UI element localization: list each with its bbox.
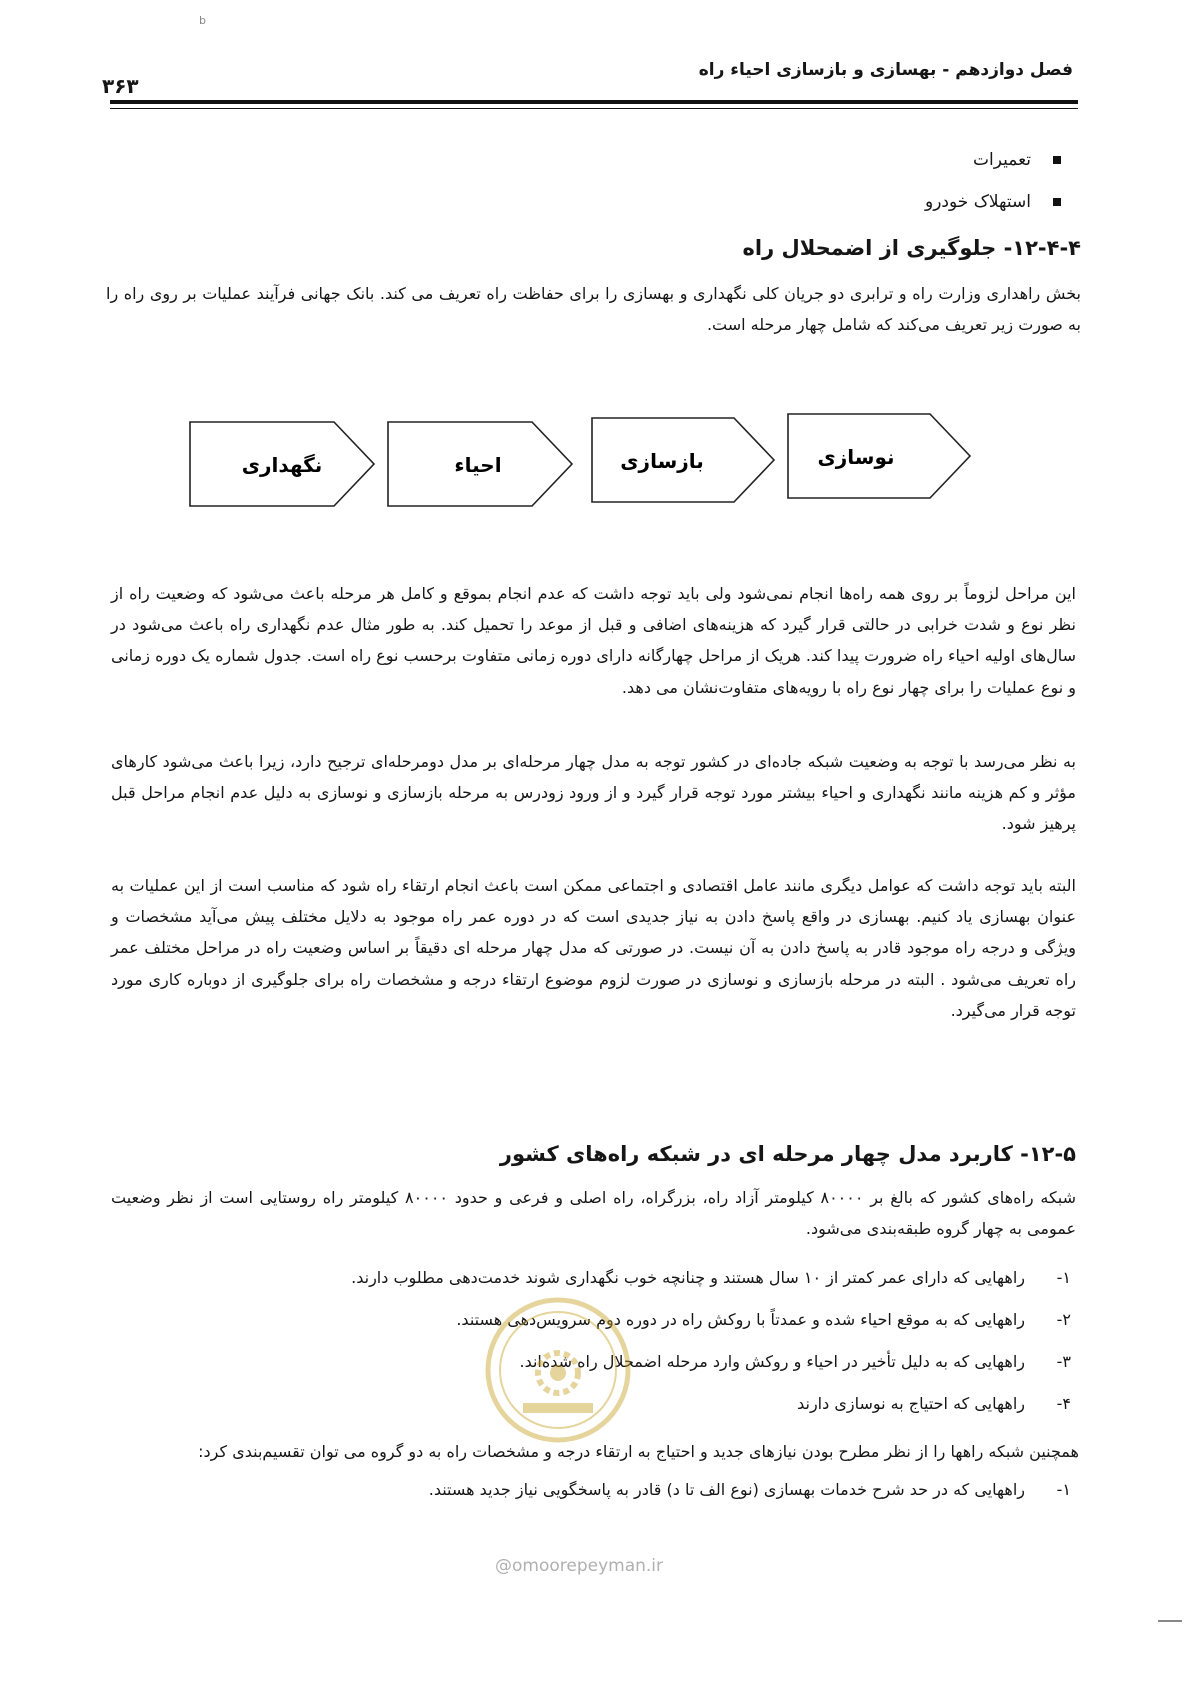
item-number: ۲- — [1056, 1310, 1071, 1329]
section-heading: ۱۲-۴-۴- جلوگیری از اضمحلال راه — [742, 236, 1081, 260]
item-number: ۱- — [1056, 1480, 1071, 1499]
corner-mark — [1158, 1620, 1182, 1622]
item-number: ۳- — [1056, 1352, 1071, 1371]
page-number: ۳۶۳ — [102, 74, 139, 98]
paragraph: بخش راهداری وزارت راه و ترابری دو جریان کلی نگهداری و بهسازی را برای حفاظت راه تعریف می کند. بانک جهانی فرآیند عملیات بر روی راه را به صورت زیر تعریف می‌کند که شامل چهار مرحله است. — [106, 284, 1081, 335]
numbered-item — [797, 1394, 1071, 1413]
item-text: راههایی که به دلیل تأخیر در احیاء و روکش وارد مرحله اضمحلال راه شده‌اند. — [519, 1352, 1025, 1371]
section-heading: ۱۲-۵- کاربرد مدل چهار مرحله ای در شبکه راه‌های کشور — [499, 1142, 1076, 1166]
scan-mark: b — [199, 14, 206, 27]
bullet-text: تعمیرات — [973, 150, 1031, 170]
item-number: ۴- — [1056, 1394, 1071, 1413]
chapter-title: فصل دوازدهم - بهسازی و بازسازی احیاء راه — [698, 60, 1073, 80]
four-stage-diagram — [188, 412, 1068, 552]
stage-box-renovation — [788, 414, 970, 498]
paragraph: البته باید توجه داشت که عوامل دیگری مانند عامل اقتصادی و اجتماعی ممکن است باعث انجام ارتقاء راه شود که مناسب است از این عملیات به عنوان بهسازی یاد کنیم. بهسازی در واقع پاسخ دادن به نیاز جدیدی است که در دوره عمر راه موجود به دلایل مختلف پیش می‌آید مشخصات و ویژگی و درجه راه موجود قادر به پاسخ دادن به آن نیست. در صورتی که مدل چهار مرحله ای دقیقاً بر اساس وضعیت راه در مراحل مختلف عمر راه تعریف می‌شود . البته در مرحله بازسازی و نوسازی در صورت لزوم موضوع ارتقاء درجه و مشخصات راه برای جلوگیری از دوباره کاری مورد توجه قرار می‌گیرد. — [111, 876, 1076, 1020]
watermark-text: @omoorepeyman.ir — [495, 1556, 664, 1576]
stage-box-reconstruction — [592, 418, 774, 502]
publisher-seal-icon — [483, 1295, 633, 1445]
bullet-square-icon — [1053, 156, 1061, 164]
paragraph: همچنین شبکه راهها را از نظر مطرح بودن نیازهای جدید و احتیاج به ارتقاء درجه و مشخصات راه به دو گروه می توان تقسیم‌بندی کرد: — [198, 1442, 1079, 1461]
item-text: راههایی که احتیاج به نوسازی دارند — [797, 1394, 1025, 1413]
numbered-item — [351, 1268, 1071, 1287]
stage-label: نگهداری — [241, 453, 323, 477]
bullet-text: استهلاک خودرو — [925, 192, 1031, 212]
paragraph: این مراحل لزوماً بر روی همه راه‌ها انجام نمی‌شود ولی باید توجه داشت که عدم انجام بموقع و کامل هر مرحله باعث می‌شود که وضعیت راه از نظر نوع و شدت خرابی در حالتی قرار گیرد که هزینه‌های اضافی و قبل از موعد را تحمیل کند. به طور مثال عدم نگهداری راه باعث می‌شود در سال‌های اولیه احیاء راه ضرورت پیدا کند. هریک از مراحل چهارگانه دارای دوره زمانی متفاوت برحسب نوع راه است. جدول شماره یک دوره زمانی و نوع عملیات را برای چهار نوع راه با رویه‌های متفاوت‌نشان می دهد. — [111, 584, 1076, 697]
item-text: راههایی که دارای عمر کمتر از ۱۰ سال هستند و چنانچه خوب نگهداری شوند خدمت‌دهی مطلوب دارند. — [351, 1268, 1025, 1287]
paragraph: به نظر می‌رسد با توجه به وضعیت شبکه جاده‌ای در کشور توجه به مدل چهار مرحله‌ای بر مدل دومرحله‌ای ترجیح دارد، زیرا باعث می‌شود کارهای مؤثر و کم هزینه مانند نگهداری و احیاء بیشتر مورد توجه قرار گیرد و از ورود زودرس به مرحله بازسازی و نوسازی به دلیل عدم انجام مراحل قبل پرهیز شود. — [111, 752, 1076, 834]
bullet-square-icon — [1053, 198, 1061, 206]
item-text: راههایی که در حد شرح خدمات بهسازی (نوع الف تا د) قادر به پاسخگویی نیاز جدید هستند. — [428, 1480, 1025, 1499]
bullet-item — [973, 150, 1061, 170]
stage-label: بازسازی — [620, 449, 704, 473]
paragraph: شبکه راه‌های کشور که بالغ بر ۸۰۰۰۰ کیلومتر آزاد راه، بزرگراه، راه اصلی و فرعی و حدود ۸۰۰۰۰ کیلومتر راه روستایی است از نظر وضعیت عمومی به چهار گروه طبقه‌بندی می‌شود. — [111, 1188, 1077, 1239]
header-rule-thin — [110, 108, 1078, 109]
stage-box-rehabilitation — [388, 422, 572, 506]
stage-box-maintenance — [190, 422, 374, 506]
numbered-item — [429, 1480, 1071, 1499]
stage-label: نوسازی — [817, 445, 895, 469]
item-text: راههایی که به موقع احیاء شده و عمدتاً با روکش راه در دوره دوم سرویس‌دهی هستند. — [456, 1310, 1025, 1329]
item-number: ۱- — [1056, 1268, 1071, 1287]
bullet-item — [925, 192, 1061, 212]
stage-label: احیاء — [454, 453, 502, 477]
header-rule — [110, 100, 1078, 104]
